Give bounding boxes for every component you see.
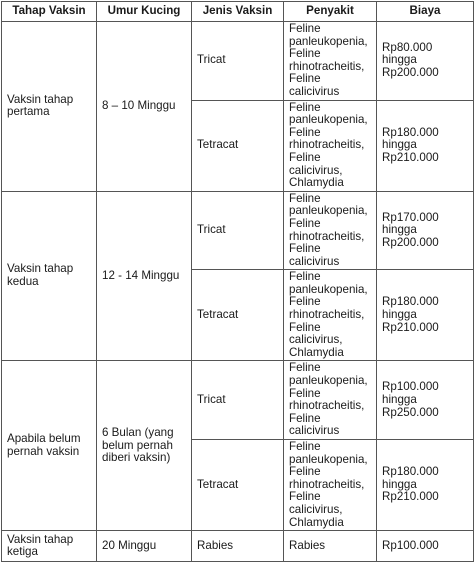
header-jenis-vaksin: Jenis Vaksin xyxy=(192,2,284,22)
penyakit-cell: Feline panleukopenia, Feline rhinotracheitis, Feline calicivirus xyxy=(284,361,377,440)
tahap-cell: Vaksin tahap kedua xyxy=(2,191,97,361)
jenis-cell: Tetracat xyxy=(192,440,284,531)
tahap-cell: Vaksin tahap ketiga xyxy=(2,531,97,562)
header-umur-kucing: Umur Kucing xyxy=(97,2,192,22)
vaccine-table xyxy=(1,1,474,562)
header-row xyxy=(2,2,474,22)
tahap-cell: Apabila belum pernah vaksin xyxy=(2,361,97,531)
biaya-cell: Rp170.000 hingga Rp200.000 xyxy=(377,191,474,270)
table-row xyxy=(2,191,474,270)
tahap-cell: Vaksin tahap pertama xyxy=(2,22,97,192)
header-biaya: Biaya xyxy=(377,2,474,22)
jenis-cell: Tetracat xyxy=(192,100,284,191)
umur-cell: 12 - 14 Minggu xyxy=(97,191,192,361)
biaya-cell: Rp180.000 hingga Rp210.000 xyxy=(377,100,474,191)
jenis-cell: Tetracat xyxy=(192,270,284,361)
penyakit-cell: Feline panleukopenia, Feline rhinotracheitis, Feline calicivirus, Chlamydia xyxy=(284,440,377,531)
biaya-cell: Rp180.000 hingga Rp210.000 xyxy=(377,270,474,361)
biaya-cell: Rp100.000 xyxy=(377,531,474,562)
biaya-cell: Rp80.000 hingga Rp200.000 xyxy=(377,22,474,101)
umur-cell: 6 Bulan (yang belum pernah diberi vaksin) xyxy=(97,361,192,531)
penyakit-cell: Feline panleukopenia, Feline rhinotracheitis, Feline calicivirus xyxy=(284,191,377,270)
jenis-cell: Tricat xyxy=(192,361,284,440)
penyakit-cell: Feline panleukopenia, Feline rhinotracheitis, Feline calicivirus xyxy=(284,22,377,101)
table-row xyxy=(2,531,474,562)
jenis-cell: Rabies xyxy=(192,531,284,562)
table-row xyxy=(2,22,474,101)
umur-cell: 8 – 10 Minggu xyxy=(97,22,192,192)
header-penyakit: Penyakit xyxy=(284,2,377,22)
penyakit-cell: Feline panleukopenia, Feline rhinotracheitis, Feline calicivirus, Chlamydia xyxy=(284,100,377,191)
penyakit-cell: Feline panleukopenia, Feline rhinotracheitis, Feline calicivirus, Chlamydia xyxy=(284,270,377,361)
header-tahap-vaksin: Tahap Vaksin xyxy=(2,2,97,22)
penyakit-cell: Rabies xyxy=(284,531,377,562)
biaya-cell: Rp100.000 hingga Rp250.000 xyxy=(377,361,474,440)
umur-cell: 20 Minggu xyxy=(97,531,192,562)
table-row xyxy=(2,361,474,440)
jenis-cell: Tricat xyxy=(192,22,284,101)
jenis-cell: Tricat xyxy=(192,191,284,270)
biaya-cell: Rp180.000 hingga Rp210.000 xyxy=(377,440,474,531)
